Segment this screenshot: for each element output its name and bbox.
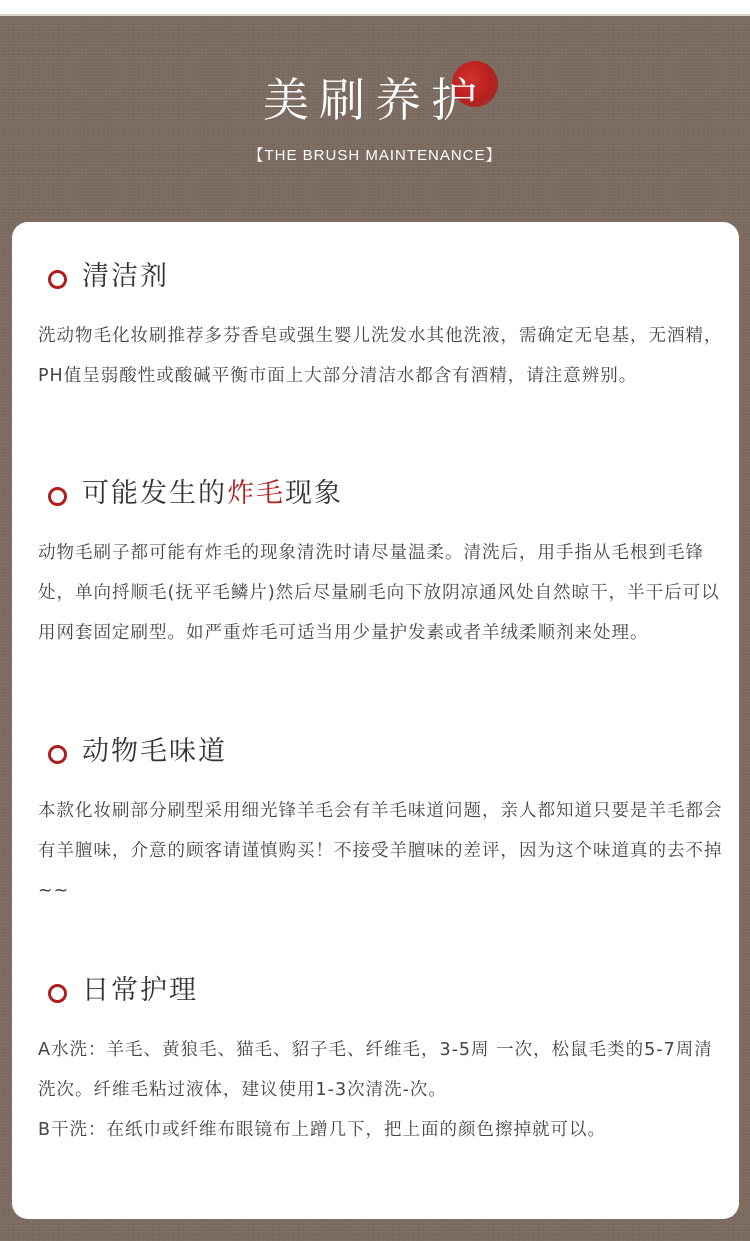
- header: [0, 14, 750, 220]
- body-line: B干洗：在纸巾或纤维布眼镜布上蹭几下，把上面的颜色擦掉就可以。: [38, 1120, 607, 1140]
- section-body: [38, 1030, 726, 1150]
- section-title: 清洁剂: [82, 261, 169, 292]
- ring-icon: [48, 487, 67, 506]
- section-title-part: 可能发生的: [82, 478, 227, 509]
- ring-icon: [48, 270, 67, 289]
- section-cleanser: [12, 260, 739, 386]
- section-title-part: 现象: [285, 478, 343, 509]
- ring-icon: [48, 984, 67, 1003]
- section-title: 动物毛味道: [82, 736, 227, 767]
- page-subtitle: 【THE BRUSH MAINTENANCE】: [248, 147, 502, 164]
- section-odor: [12, 735, 739, 901]
- section-title: 日常护理: [82, 975, 198, 1006]
- ring-icon: [48, 745, 67, 764]
- section-title-highlight: 炸毛: [227, 478, 285, 509]
- section-body: 洗动物毛化妆刷推荐多芬香皂或强生婴儿洗发水其他洗液，需确定无皂基，无酒精，PH值呈弱酸性或酸碱平衡市面上大部分清洁水都含有酒精，请注意辨别。: [38, 326, 723, 386]
- section-body: 动物毛刷子都可能有炸毛的现象清洗时请尽量温柔。清洗后，用手指从毛根到毛锋处，单向捋顺毛(抚平毛鳞片)然后尽量刷毛向下放阴凉通风处自然晾干，半干后可以用网套固定刷型。如严重炸毛可适当用少量护发素或者羊绒柔顺剂来处理。: [38, 543, 720, 643]
- section-frizz: [12, 477, 739, 643]
- section-title: [82, 477, 343, 511]
- section-daily-care: [12, 974, 739, 1140]
- page-title: 美刷养护: [263, 73, 487, 127]
- content-card: [12, 222, 739, 1219]
- section-body: 本款化妆刷部分刷型采用细光锋羊毛会有羊毛味道问题，亲人都知道只要是羊毛都会有羊膻味，介意的顾客请谨慎购买！不接受羊膻味的差评，因为这个味道真的去不掉~~: [38, 801, 723, 901]
- body-line: A水洗：羊毛、黄狼毛、猫毛、貂子毛、纤维毛，3-5周 一次，松鼠毛类的5-7周清洗次。纤维毛粘过液体，建议使用1-3次清洗-次。: [38, 1040, 713, 1100]
